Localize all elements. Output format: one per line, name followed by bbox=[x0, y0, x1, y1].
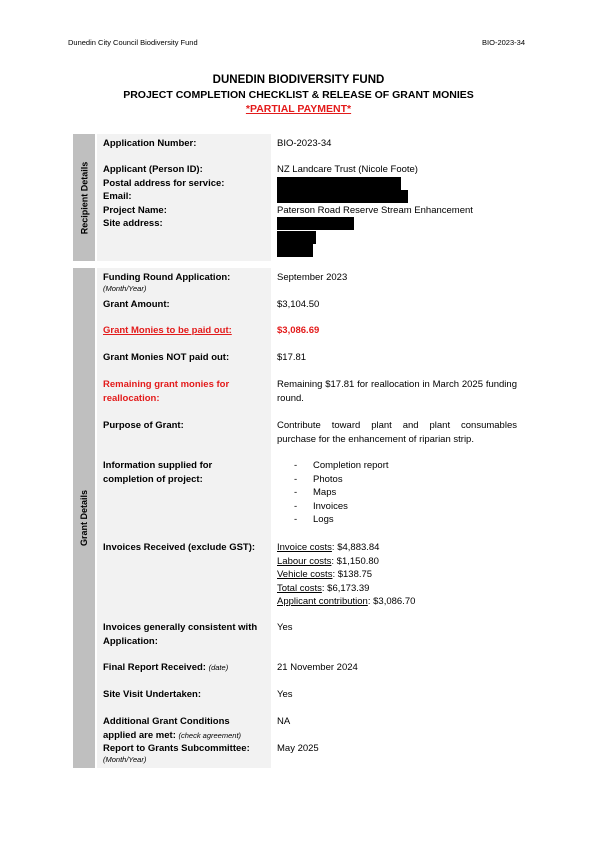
funding-round-value: September 2023 bbox=[277, 272, 348, 283]
application-number-label: Application Number: bbox=[103, 138, 197, 149]
email-label: Email: bbox=[103, 191, 132, 202]
project-name-value: Paterson Road Reserve Stream Enhancement bbox=[277, 205, 473, 216]
list-item: - Photos bbox=[294, 473, 343, 485]
header-left: Dunedin City Council Biodiversity Fund bbox=[68, 38, 198, 47]
site-address-label: Site address: bbox=[103, 218, 163, 229]
info-supplied-list bbox=[294, 459, 389, 527]
conditions-value: NA bbox=[277, 716, 291, 727]
recipient-section-bar bbox=[73, 134, 95, 261]
final-report-value: 21 November 2024 bbox=[277, 662, 358, 673]
grant-section-bar bbox=[73, 268, 95, 768]
redacted-site-address-3 bbox=[277, 244, 313, 257]
grant-amount-label: Grant Amount: bbox=[103, 299, 170, 310]
grant-section-label: Grant Details bbox=[79, 489, 89, 547]
consistent-value: Yes bbox=[277, 622, 293, 633]
site-visit-value: Yes bbox=[277, 689, 293, 700]
report-subcommittee-value: May 2025 bbox=[277, 743, 319, 754]
purpose-label: Purpose of Grant: bbox=[103, 420, 184, 431]
redacted-site-address-2 bbox=[277, 231, 316, 244]
list-item: - Maps bbox=[294, 487, 337, 498]
redacted-email bbox=[277, 190, 408, 203]
header-right: BIO-2023-34 bbox=[482, 38, 525, 47]
list-item: - Completion report bbox=[294, 460, 389, 471]
purpose-value: Contribute toward plant and plant consumables purchase for the enhancement of riparian strip. bbox=[277, 420, 517, 445]
consistent-label: Invoices generally consistent with Application: bbox=[103, 622, 258, 647]
not-paid-value: $17.81 bbox=[277, 352, 307, 363]
partial-payment-banner: *PARTIAL PAYMENT* bbox=[245, 103, 352, 115]
applicant-label: Applicant (Person ID): bbox=[103, 164, 203, 175]
vehicle-costs-line: Vehicle costs: $138.75 bbox=[277, 569, 373, 580]
final-report-label: Final Report Received: (date) bbox=[103, 662, 229, 673]
conditions-label: Additional Grant Conditions applied are met: (check agreement) bbox=[103, 716, 242, 741]
application-number-value: BIO-2023-34 bbox=[277, 138, 332, 149]
labour-costs-line: Labour costs: $1,150.80 bbox=[277, 555, 379, 567]
grant-amount-value: $3,104.50 bbox=[277, 299, 320, 310]
funding-round-label: Funding Round Application: $^{(Month/Year)}$ bbox=[103, 272, 231, 293]
redacted-site-address-1 bbox=[277, 217, 354, 230]
invoice-costs-line: Invoice costs: $4,883.84 bbox=[277, 542, 380, 553]
invoices-values bbox=[277, 541, 415, 609]
applicant-value: NZ Landcare Trust (Nicole Foote) bbox=[277, 164, 418, 175]
recipient-section-label: Recipient Details bbox=[79, 161, 89, 234]
list-item: - Logs bbox=[294, 514, 334, 525]
info-supplied-label: Information supplied for completion of project: bbox=[103, 460, 213, 485]
remaining-label: Remaining grant monies for reallocation: bbox=[103, 379, 230, 404]
invoices-label: Invoices Received (exclude GST): bbox=[103, 542, 256, 553]
title-block bbox=[0, 73, 597, 116]
total-costs-line: Total costs: $6,173.39 bbox=[277, 582, 370, 594]
document-subtitle: PROJECT COMPLETION CHECKLIST & RELEASE OF GRANT MONIES bbox=[123, 89, 474, 101]
site-visit-label: Site Visit Undertaken: bbox=[103, 689, 202, 700]
project-name-label: Project Name: bbox=[103, 205, 167, 216]
paid-out-value: $3,086.69 bbox=[277, 325, 320, 336]
list-item: - Invoices bbox=[294, 500, 348, 512]
applicant-contribution-line: Applicant contribution: $3,086.70 bbox=[277, 596, 416, 607]
redacted-postal-address bbox=[277, 177, 401, 190]
document-title: DUNEDIN BIODIVERSITY FUND bbox=[212, 74, 385, 86]
remaining-value: Remaining $17.81 for reallocation in March 2025 funding round. bbox=[277, 379, 517, 404]
report-subcommittee-label: Report to Grants Subcommittee: $^{(Month/Year)}$ bbox=[103, 743, 250, 764]
postal-address-label: Postal address for service: bbox=[103, 178, 225, 189]
not-paid-label: Grant Monies NOT paid out: bbox=[103, 352, 230, 363]
paid-out-label: Grant Monies to be paid out: bbox=[103, 325, 232, 336]
